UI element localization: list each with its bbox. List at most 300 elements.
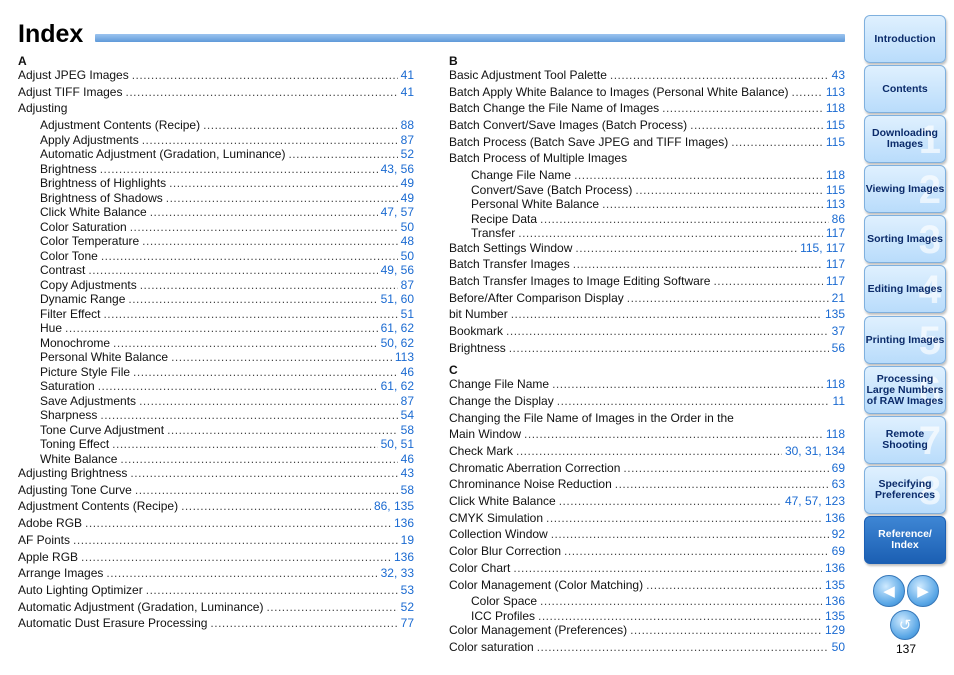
index-subentry [18,205,414,220]
index-entry [18,566,414,581]
dot-leader [575,241,797,255]
dot-leader [524,427,823,441]
dot-leader [516,444,782,458]
page-reference-link[interactable]: 69 [831,460,845,475]
entry-label: Adjust TIFF Images [18,84,123,99]
index-entry [18,600,414,615]
entry-label: bit Number [449,307,508,322]
page-reference-link[interactable]: 113 [825,84,845,99]
sidebar-tab-label: Editing Images [867,282,943,295]
page-reference-link[interactable]: 47, 57, 123 [784,494,845,509]
entry-label: Adjusting Brightness [18,466,128,481]
sidebar-tab[interactable] [864,516,946,564]
index-subentry [449,212,845,227]
entry-label: Batch Apply White Balance to Images (Personal White Balance) [449,84,789,99]
chapter-number: 5 [918,319,941,363]
entry-label: Brightness of Highlights [40,176,167,191]
return-icon: ↺ [898,617,912,634]
page-reference-link[interactable]: 51, 60 [380,292,414,307]
index-entry [18,550,414,565]
sidebar-tab[interactable] [864,115,946,163]
page-reference-link[interactable]: 87 [400,393,414,408]
page-reference-link[interactable]: 50 [400,248,414,263]
arrow-right-icon: ▶ [917,583,929,600]
index-entry [449,291,845,306]
index-subentry [18,321,414,336]
prev-page-button[interactable] [873,575,905,607]
entry-label: Batch Transfer Images [449,257,570,272]
page-reference-link[interactable]: 50 [400,219,414,234]
index-subentry [18,191,414,206]
dot-leader [574,168,823,182]
entry-label: Hue [40,321,63,336]
dot-leader [615,477,829,491]
index-subentry [18,452,414,467]
entry-label: Personal White Balance [471,197,600,212]
dot-leader [65,321,378,335]
entry-label: Basic Adjustment Tool Palette [449,68,607,82]
dot-leader [132,68,398,82]
sidebar-tab[interactable] [864,265,946,313]
page-reference-link[interactable]: 43 [400,466,414,481]
page-reference-link[interactable]: 117 [825,274,845,288]
page-reference-link[interactable]: 87 [400,132,414,147]
entry-label: ICC Profiles [471,608,536,623]
page-reference-link[interactable]: 48 [400,234,414,249]
page-reference-link[interactable]: 77 [400,616,414,631]
page-reference-link[interactable]: 43, 56 [380,161,414,176]
page-reference-link[interactable]: 129 [824,623,845,638]
entry-label: Brightness [40,161,97,176]
dot-leader [627,291,829,305]
index-subentry [18,118,414,133]
page-reference-link[interactable]: 92 [831,527,845,542]
sidebar-tab-label: Remote Shooting [882,428,928,451]
dot-leader [662,101,823,115]
page-reference-link[interactable]: 87 [400,277,414,292]
dot-leader [140,278,398,292]
entry-label: Adjustment Contents (Recipe) [18,499,179,514]
dot-leader [133,365,398,379]
page-number: 137 [896,642,917,656]
dot-leader [540,212,829,226]
entry-label: Adjusting [18,101,68,116]
index-entry [18,533,414,548]
page-reference-link[interactable]: 47, 57 [380,205,414,220]
entry-label: Toning Effect [40,437,110,452]
dot-leader [506,324,829,338]
index-entry [18,499,414,514]
dot-leader [171,350,392,364]
entry-label: Color Temperature [40,234,140,249]
sidebar-tab-label: Contents [882,82,928,95]
entry-label: Batch Process of Multiple Images [449,151,628,166]
entry-label: Color Space [471,594,538,609]
dot-leader [288,147,397,161]
index-entry [449,477,845,492]
dot-leader [112,437,377,451]
index-entry [449,241,845,256]
index-entry [449,257,845,272]
dot-leader [537,640,829,654]
page-reference-link[interactable]: 135 [824,608,845,623]
page-reference-link[interactable]: 63 [831,477,845,492]
page-reference-link[interactable]: 30, 31, 134 [784,444,845,458]
index-subentry [449,168,845,183]
chapter-number: 7 [918,419,941,463]
index-subentry [449,594,845,609]
dot-leader [135,483,398,497]
page-reference-link[interactable]: 11 [832,393,845,408]
index-entry [18,616,414,631]
entry-label: Sharpness [40,408,98,423]
entry-label: Adjustment Contents (Recipe) [40,118,201,133]
index-entry [449,151,845,166]
title-bar [95,34,845,42]
index-entry [449,578,845,593]
index-entry [18,466,414,481]
index-entry [18,85,414,100]
page-reference-link[interactable]: 113 [825,197,845,212]
page-reference-link[interactable]: 118 [825,168,845,183]
dot-leader [610,68,829,82]
sidebar-tab-label: Processing Large Numbers of RAW Images [866,372,944,407]
page-reference-link[interactable]: 50, 62 [380,335,414,350]
index-entry [449,341,845,356]
entry-label: Color Chart [449,560,511,575]
chapter-number: 4 [918,268,941,312]
index-letter-heading: C [449,363,458,378]
page-reference-link[interactable]: 19 [400,532,414,547]
index-subentry [449,609,845,624]
dot-leader [538,609,822,623]
index-entry [18,68,414,83]
index-subentry [18,162,414,177]
page-reference-link[interactable]: 52 [400,599,414,614]
entry-label: Transfer [471,226,516,241]
index-entry [449,544,845,559]
entry-label: White Balance [40,451,118,466]
index-subentry [18,278,414,293]
sidebar-tab-label: Specifying Preferences [874,478,936,501]
entry-label: Personal White Balance [40,350,169,365]
page-reference-link[interactable]: 50, 51 [380,437,414,452]
entry-label: Change the Display [449,393,554,408]
page-reference-link[interactable]: 46 [400,451,414,466]
entry-label: Batch Transfer Images to Image Editing Software [449,274,711,288]
index-entry [449,101,845,116]
index-entry [449,444,845,459]
entry-label: Click White Balance [449,494,556,509]
page-reference-link[interactable]: 86 [831,211,845,226]
page-reference-link[interactable]: 117 [825,226,845,241]
index-entry [449,461,845,476]
dot-leader [125,85,397,99]
page-reference-link[interactable]: 118 [825,377,845,392]
page-reference-link[interactable]: 41 [400,68,414,82]
entry-label: Monochrome [40,335,111,350]
index-subentry [18,379,414,394]
page-reference-link[interactable]: 115 [825,134,845,149]
dot-leader [559,494,782,508]
dot-leader [120,452,397,466]
dot-leader [130,220,398,234]
entry-label: Color Management (Preferences) [449,623,628,638]
dot-leader [181,499,371,513]
index-entry [18,101,414,116]
entry-label: Click White Balance [40,205,147,220]
page-reference-link[interactable]: 61, 62 [380,379,414,394]
entry-label: Adjust JPEG Images [18,68,129,82]
entry-label: Chromatic Aberration Correction [449,460,621,475]
dot-leader [100,408,397,422]
dot-leader [630,623,822,637]
index-entry [18,483,414,498]
index-subentry [18,249,414,264]
index-subentry [18,220,414,235]
dot-leader [602,197,823,211]
index-entry [449,307,845,322]
entry-label: Check Mark [449,444,514,458]
page-reference-link[interactable]: 58 [400,422,414,437]
page-reference-link[interactable]: 113 [394,350,414,365]
index-entry [449,427,845,442]
dot-leader [113,336,378,350]
page-reference-link[interactable]: 118 [825,427,845,442]
index-subentry [18,336,414,351]
index-subentry [18,176,414,191]
index-letter-heading: A [18,54,27,68]
page-reference-link[interactable]: 115, 117 [800,240,845,255]
sidebar-tab-label: Introduction [874,32,936,45]
index-subentry [18,133,414,148]
page-reference-link[interactable]: 46 [400,364,414,379]
page-reference-link[interactable]: 136 [824,510,845,525]
index-subentry [18,408,414,423]
page-reference-link[interactable]: 21 [831,290,845,305]
entry-label: Saturation [40,379,95,394]
dot-leader [731,135,823,149]
index-entry [449,85,845,100]
page-reference-link[interactable]: 115 [825,118,845,133]
page-reference-link[interactable]: 135 [824,307,845,322]
entry-label: Color Blur Correction [449,544,562,559]
index-subentry [18,394,414,409]
chapter-number: 3 [918,218,941,262]
page-reference-link[interactable]: 136 [824,560,845,575]
page-reference-link[interactable]: 118 [825,101,845,116]
sidebar-tab[interactable] [864,466,946,514]
sidebar-tab[interactable] [864,215,946,263]
entry-label: Contrast [40,263,86,278]
page-reference-link[interactable]: 136 [393,549,414,564]
page-reference-link[interactable]: 61, 62 [380,321,414,336]
index-entry [449,411,845,426]
dot-leader [88,263,377,277]
entry-label: Automatic Adjustment (Gradation, Luminance) [40,147,286,162]
dot-leader [85,516,391,530]
page-reference-link[interactable]: 49 [400,176,414,191]
dot-leader [540,594,822,608]
dot-leader [511,307,822,321]
entry-label: Batch Convert/Save Images (Batch Process) [449,118,688,133]
dot-leader [98,379,378,393]
sidebar-tab-label: Viewing Images [865,182,945,195]
dot-leader [266,600,397,614]
index-entry [449,623,845,638]
index-letter-heading: B [449,54,458,68]
index-subentry [18,423,414,438]
dot-leader [564,544,829,558]
entry-label: Main Window [449,427,522,442]
dot-leader [150,205,378,219]
page-reference-link[interactable]: 117 [825,257,845,272]
dot-leader [81,550,391,564]
dot-leader [546,511,822,525]
index-subentry [18,437,414,452]
page-reference-link[interactable]: 115 [825,182,845,197]
chapter-number: 8 [918,469,941,513]
entry-label: Change File Name [471,168,572,183]
index-subentry [18,365,414,380]
sidebar-tab[interactable] [864,165,946,213]
entry-label: Color Management (Color Matching) [449,577,644,592]
entry-label: Automatic Dust Erasure Processing [18,616,208,631]
chapter-number: 6 [918,369,941,413]
dot-leader [101,249,398,263]
entry-label: Brightness of Shadows [40,190,163,205]
page-reference-link[interactable]: 49 [400,190,414,205]
dot-leader [100,162,378,176]
index-entry [449,640,845,655]
entry-label: Color Tone [40,248,98,263]
dot-leader [146,583,398,597]
dot-leader [552,377,823,391]
index-entry [449,494,845,509]
index-entry [449,527,845,542]
page-reference-link[interactable]: 49, 56 [380,263,414,278]
entry-label: Brightness [449,340,506,355]
entry-label: Convert/Save (Batch Process) [471,182,633,197]
dot-leader [573,257,823,271]
dot-leader [518,226,823,240]
page-reference-link[interactable]: 56 [831,340,845,355]
page-reference-link[interactable]: 54 [400,408,414,423]
entry-label: CMYK Simulation [449,510,544,525]
index-entry [18,583,414,598]
entry-label: Apply Adjustments [40,132,139,147]
index-entry [449,511,845,526]
page-reference-link[interactable]: 136 [824,594,845,609]
page-reference-link[interactable]: 53 [400,582,414,597]
entry-label: AF Points [18,532,71,547]
entry-label: Chrominance Noise Reduction [449,477,612,492]
dot-leader [203,118,398,132]
sidebar-tab-label: Reference/ Index [878,528,932,551]
dot-leader [167,423,398,437]
sidebar-tab[interactable] [864,65,946,113]
entry-label: Recipe Data [471,211,538,226]
index-entry [449,394,845,409]
index-column-right [449,54,845,654]
dot-leader [210,616,397,630]
sidebar-tab[interactable] [864,316,946,364]
entry-label: Color saturation [449,639,534,654]
page-reference-link[interactable]: 37 [831,324,845,339]
dot-leader [509,341,829,355]
index-entry [449,377,845,392]
entry-label: Change File Name [449,377,550,392]
page-reference-link[interactable]: 135 [824,577,845,592]
entry-label: Copy Adjustments [40,277,137,292]
index-subentry [18,350,414,365]
index-entry [449,324,845,339]
index-subentry [449,226,845,241]
dot-leader [713,274,822,288]
dot-leader [139,394,398,408]
dot-leader [142,133,398,147]
entry-label: Color Saturation [40,219,127,234]
next-page-button[interactable] [907,575,939,607]
entry-label: Changing the File Name of Images in the Order in the [449,410,734,425]
entry-label: Bookmark [449,324,504,339]
entry-label: Filter Effect [40,306,101,321]
entry-label: Adobe RGB [18,516,83,531]
dot-leader [128,292,377,306]
page-reference-link[interactable]: 88 [400,118,414,133]
index-subentry [18,307,414,322]
dot-leader [169,176,398,190]
page-reference-link[interactable]: 69 [831,544,845,559]
index-entry [449,68,845,83]
entry-label: Dynamic Range [40,292,126,307]
index-subentry [449,197,845,212]
entry-label: Auto Lighting Optimizer [18,582,143,597]
dot-leader [635,183,822,197]
entry-label: Adjusting Tone Curve [18,482,132,497]
page-reference-link[interactable]: 51 [400,306,414,321]
page-reference-link[interactable]: 43 [831,68,845,82]
dot-leader [103,307,397,321]
entry-label: Batch Change the File Name of Images [449,101,660,116]
sidebar-tab[interactable] [864,416,946,464]
page-reference-link[interactable]: 52 [400,147,414,162]
page-reference-link[interactable]: 32, 33 [380,566,414,581]
page-reference-link[interactable]: 50 [831,639,845,654]
entry-label: Arrange Images [18,566,104,581]
dot-leader [166,191,398,205]
page-reference-link[interactable]: 58 [400,482,414,497]
sidebar-tab[interactable] [864,366,946,414]
sidebar-tab[interactable] [864,15,946,63]
index-subentry [18,147,414,162]
sidebar-tab-label: Downloading Images [872,127,938,150]
page-reference-link[interactable]: 86, 135 [373,499,414,514]
entry-label: Collection Window [449,527,548,542]
index-entry [18,516,414,531]
return-button[interactable] [890,610,920,640]
index-subentry [449,183,845,198]
index-subentry [18,263,414,278]
entry-label: Apple RGB [18,549,79,564]
index-entry [449,561,845,576]
page-reference-link[interactable]: 41 [400,84,414,99]
dot-leader [551,527,829,541]
page-reference-link[interactable]: 136 [393,516,414,531]
arrow-left-icon: ◀ [883,583,895,600]
dot-leader [106,566,377,580]
entry-label: Automatic Adjustment (Gradation, Luminance) [18,599,264,614]
